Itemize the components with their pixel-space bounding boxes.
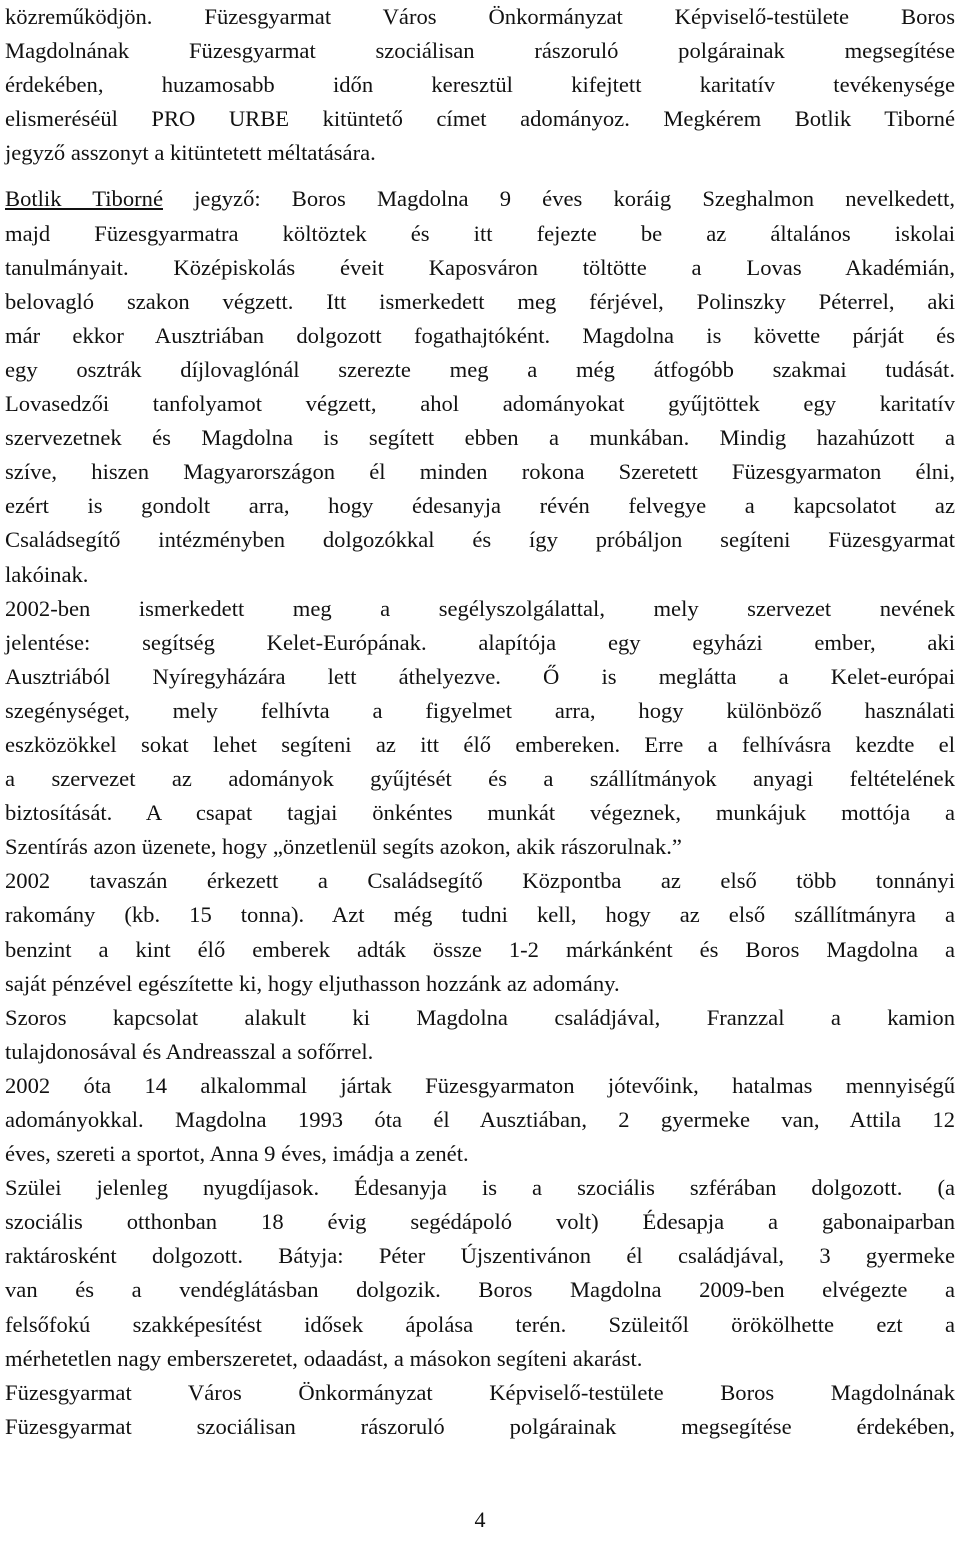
- text-line: érdekében, huzamosabb időn keresztül kifejtett karitatív tevékenysége: [5, 72, 955, 98]
- text-line: jelentése: segítség Kelet-Európának. alapítója egy egyházi ember, aki: [5, 629, 955, 655]
- text-line: mérhetetlen nagy emberszeretet, odaadást, a másokon segíteni akarást.: [5, 1345, 643, 1371]
- speech-first-line: [5, 182, 955, 216]
- text-line: rakomány (kb. 15 tonna). Azt még tudni kell, hogy az első szállítmányra a: [5, 902, 955, 928]
- text-line: biztosítását. A csapat tagjai önkéntes munkát végeznek, munkájuk mottója a: [5, 800, 955, 826]
- text-line: adományokkal. Magdolna 1993 óta él Ausztiában, 2 gyermeke van, Attila 12: [5, 1107, 955, 1132]
- text-line: szegénységet, mely felhívta a figyelmet arra, hogy különböző használati: [5, 697, 955, 723]
- text-line: benzint a kint élő emberek adták össze 1-2 márkánként és Boros Magdolna a: [5, 936, 955, 962]
- text-line: jegyző asszonyt a kitüntetett méltatására.: [5, 140, 376, 166]
- text-line: 2002 óta 14 alkalommal jártak Füzesgyarmaton jótevőink, hatalmas mennyiségű: [5, 1072, 955, 1098]
- text-line: ezért is gondolt arra, hogy édesanyja révén felvegye a kapcsolatot az: [5, 493, 955, 519]
- text-line: raktárosként dolgozott. Bátyja: Péter Újszentivánon él családjával, 3 gyermeke: [5, 1243, 955, 1269]
- text-line: lakóinak.: [5, 561, 89, 587]
- document-page: [5, 0, 955, 1444]
- text-line: a szervezet az adományok gyűjtését és a szállítmányok anyagi feltételének: [5, 766, 955, 792]
- text-line: saját pénzével egészítette ki, hogy eljuthasson hozzánk az adomány.: [5, 970, 620, 996]
- text-line: Füzesgyarmat Város Önkormányzat Képviselő-testülete Boros Magdolnának: [5, 1379, 955, 1405]
- speech-paragraph: [5, 182, 955, 1443]
- paragraph-gap: [5, 170, 955, 182]
- text-line: tulajdonosával és Andreasszal a sofőrrel.: [5, 1038, 374, 1064]
- text-line: már ekkor Ausztriában dolgozott fogathajtóként. Magdolna is követte párját és: [5, 322, 955, 348]
- text-line: van és a vendéglátásban dolgozik. Boros Magdolna 2009-ben elvégezte a: [5, 1277, 955, 1303]
- text-line: egy osztrák díjlovaglónál szerezte meg a még átfogóbb szakmai tudását.: [5, 356, 955, 382]
- text-line: tanulmányait. Középiskolás éveit Kaposváron töltötte a Lovas Akadémián,: [5, 254, 955, 280]
- text-line: belovagló szakon végzett. Itt ismerkedett meg férjével, Polinszky Péterrel, aki: [5, 288, 955, 314]
- page-number: 4: [474, 1507, 486, 1532]
- text-line: Szoros kapcsolat alakult ki Magdolna családjával, Franzzal a kamion: [5, 1004, 955, 1030]
- text-line: Családsegítő intézményben dolgozókkal és így próbáljon segíteni Füzesgyarmat: [5, 527, 955, 553]
- text-line: eszközökkel sokat lehet segíteni az itt élő embereken. Erre a felhívásra kezdte el: [5, 731, 955, 757]
- speaker-name: Botlik Tiborné: [5, 186, 163, 212]
- intro-paragraph: [5, 0, 955, 170]
- text-line: közreműködjön. Füzesgyarmat Város Önkormányzat Képviselő-testülete Boros: [5, 4, 955, 29]
- text-line: Szentírás azon üzenete, hogy „önzetlenül segíts azokon, akik rászorulnak.”: [5, 834, 682, 860]
- text-line: elismeréséül PRO URBE kitüntető címet adományoz. Megkérem Botlik Tiborné: [5, 106, 955, 132]
- text-line: Ausztriából Nyíregyházára lett áthelyezve. Ő is meglátta a Kelet-európai: [5, 663, 955, 689]
- text-line: szervezetnek és Magdolna is segített ebben a munkában. Mindig hazahúzott a: [5, 425, 955, 451]
- text-line: Magdolnának Füzesgyarmat szociálisan rászoruló polgárainak megsegítése: [5, 38, 955, 64]
- text-line: 2002-ben ismerkedett meg a segélyszolgálattal, mely szervezet nevének: [5, 595, 955, 621]
- text-line: felsőfokú szakképesítést idősek ápolása terén. Szüleitől örökölhette ezt a: [5, 1311, 955, 1337]
- text-line: majd Füzesgyarmatra költöztek és itt fejezte be az általános iskolai: [5, 220, 955, 246]
- text-line: éves, szereti a sportot, Anna 9 éves, imádja a zenét.: [5, 1141, 469, 1167]
- text-line: szociális otthonban 18 évig segédápoló volt) Édesapja a gabonaiparban: [5, 1209, 955, 1235]
- text-line: Lovasedzői tanfolyamot végzett, ahol adományokat gyűjtöttek egy karitatív: [5, 391, 955, 417]
- text-line: szíve, hiszen Magyarországon él minden rokona Szeretett Füzesgyarmaton élni,: [5, 459, 955, 485]
- text-line: Szülei jelenleg nyugdíjasok. Édesanyja is a szociális szférában dolgozott. (a: [5, 1175, 955, 1201]
- text-fragment: jegyző: Boros Magdolna 9 éves koráig Szeghalmon nevelkedett,: [162, 186, 955, 212]
- text-line: 2002 tavaszán érkezett a Családsegítő Központba az első több tonnányi: [5, 868, 955, 894]
- text-line: Füzesgyarmat szociálisan rászoruló polgárainak megsegítése érdekében,: [5, 1413, 955, 1439]
